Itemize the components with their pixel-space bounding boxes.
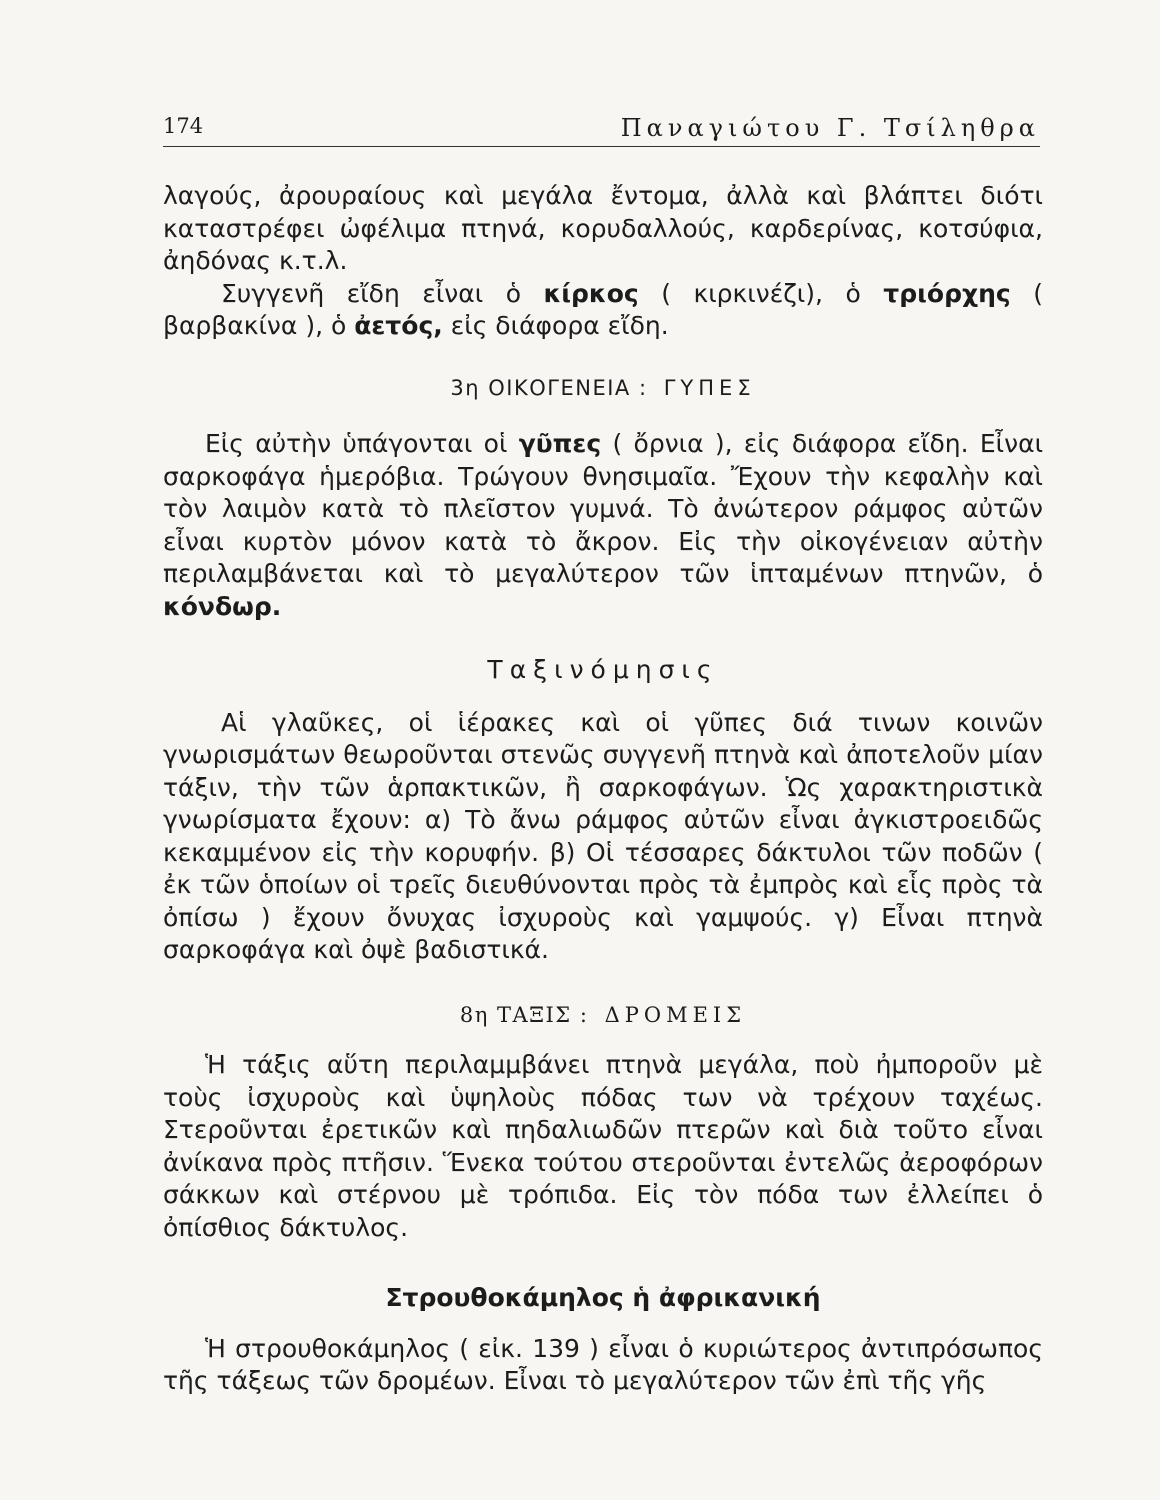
family-heading-label: ΟΙΚΟΓΕΝΕΙΑ : <box>488 375 648 400</box>
classification-paragraph: Αἱ γλαῦκες, οἱ ἱέρακες καὶ οἱ γῦπες διά τινων κοινῶν γνωρισμάτων θεωροῦνται στενῶς συγγενῆ πτηνὰ καὶ ἀποτελοῦν μίαν τάξιν, τὴν τῶν ἁρπακτικῶν, ἢ σαρκοφάγων. Ὡς χαρακτηριστικὰ γνωρίσματα ἔχουν: α) Τὸ ἄνω ράμφος αὐτῶν εἶναι ἀγκιστροειδῶς κεκαμμένον εἰς τὴν κορυφήν. β) Οἱ τέσσαρες δάκτυλοι τῶν ποδῶν ( ἐκ τῶν ὁποίων οἱ τρεῖς διευθύνονται πρὸς τὰ ἐμπρὸς καὶ εἷς πρὸς τὰ ὀπίσω ) ἔχουν ὄνυχας ἰσχυροὺς καὶ γαμψούς. γ) Εἶναι πτηνὰ σαρκοφάγα καὶ ὀψὲ βαδιστικά. <box>163 707 1043 964</box>
classification-heading: Ταξινόμησις <box>487 655 719 684</box>
related-text-c: ( κιρκινέζι), ὁ <box>661 278 861 308</box>
order-heading <box>163 999 1043 1032</box>
related-text-e: εἰς διάφορα εἴδη. <box>450 311 669 340</box>
vultures-text-a: Εἰς αὐτὴν ὑπάγονται οἱ <box>205 429 508 458</box>
term-gypes: γῦπες <box>518 429 602 458</box>
vultures-text-c: ( ὄρνια ), εἰς διάφορα εἴδη. Εἶναι σαρκοφάγα ἡμερόβια. Τρώγουν θνησιμαῖα. Ἔχουν τὴν κεφαλὴν καὶ τὸν λαιμὸν κατὰ τὸ πλεῖστον γυμνά. Τὸ ἀνώτερον ράμφος αὐτῶν εἶναι κυρτὸν μόνον κατὰ τὸ ἄκρον. Εἰς τὴν οἰκογένειαν αὐτὴν περιλαμβάνεται καὶ τὸ μεγαλύτερον τῶν ἱπταμένων πτηνῶν, ὁ <box>163 429 1044 588</box>
running-head: Παναγιώτου Γ. Τσίληθρα <box>620 114 1040 142</box>
ostrich-paragraph: Ἡ στρουθοκάμηλος ( εἰκ. 139 ) εἶναι ὁ κυριώτερος ἀντιπρόσωπος τῆς τάξεως τῶν δρομέων. Εἶναι τὸ μεγαλύτερον τῶν ἐπὶ τῆς γῆς <box>163 1333 1043 1395</box>
page-header <box>163 112 1040 147</box>
page-body <box>163 180 1043 1398</box>
continued-paragraph: λαγούς, ἀρουραίους καὶ μεγάλα ἔντομα, ἀλλὰ καὶ βλάπτει διότι καταστρέφει ὠφέλιμα πτηνά, κορυδαλλούς, καρδερίνας, κοτσύφια, ἀηδόνας κ.τ.λ. <box>163 181 1043 275</box>
order-heading-num: 8η <box>459 1002 489 1027</box>
family-heading-num: 3η <box>450 375 481 400</box>
term-kirkos: κίρκος <box>543 278 639 308</box>
runners-paragraph: Ἡ τάξις αὕτη περιλαμμβάνει πτηνὰ μεγάλα, ποὺ ἠμποροῦν μὲ τοὺς ἰσχυροὺς καὶ ὑψηλοὺς πόδας των νὰ τρέχουν ταχέως. Στεροῦνται ἐρετικῶν καὶ πηδαλιωδῶν πτερῶν καὶ διὰ τοῦτο εἶναι ἀνίκανα πρὸς πτῆσιν. Ἕνεκα τούτου στεροῦνται ἐντελῶς ἀεροφόρων σάκκων καὶ στέρνου μὲ τρόπιδα. Εἰς τὸν πόδα των ἐλλείπει ὁ ὀπίσθιος δάκτυλος. <box>163 1050 1043 1242</box>
related-text-a: Συγγενῆ εἴδη εἶναι ὁ <box>221 278 522 308</box>
order-heading-label: ΤΑΞΙΣ : <box>497 1002 589 1027</box>
family-heading <box>163 372 1043 405</box>
term-aetos: ἀετός, <box>354 311 443 340</box>
vultures-paragraph <box>163 428 1043 623</box>
term-triorchis: τριόρχης <box>883 278 1011 308</box>
related-text-d: ( βαρβακίνα ), ὁ <box>163 278 1043 340</box>
ostrich-heading: Στρουθοκάμηλος ἡ ἀφρικανική <box>385 1283 821 1312</box>
term-kondor: κόνδωρ. <box>163 591 282 621</box>
page-number: 174 <box>163 114 204 138</box>
related-species-paragraph <box>163 278 1043 343</box>
order-heading-name: ΔΡΟΜΕΙΣ <box>604 1002 747 1027</box>
family-heading-name: ΓΥΠΕΣ <box>663 375 756 400</box>
